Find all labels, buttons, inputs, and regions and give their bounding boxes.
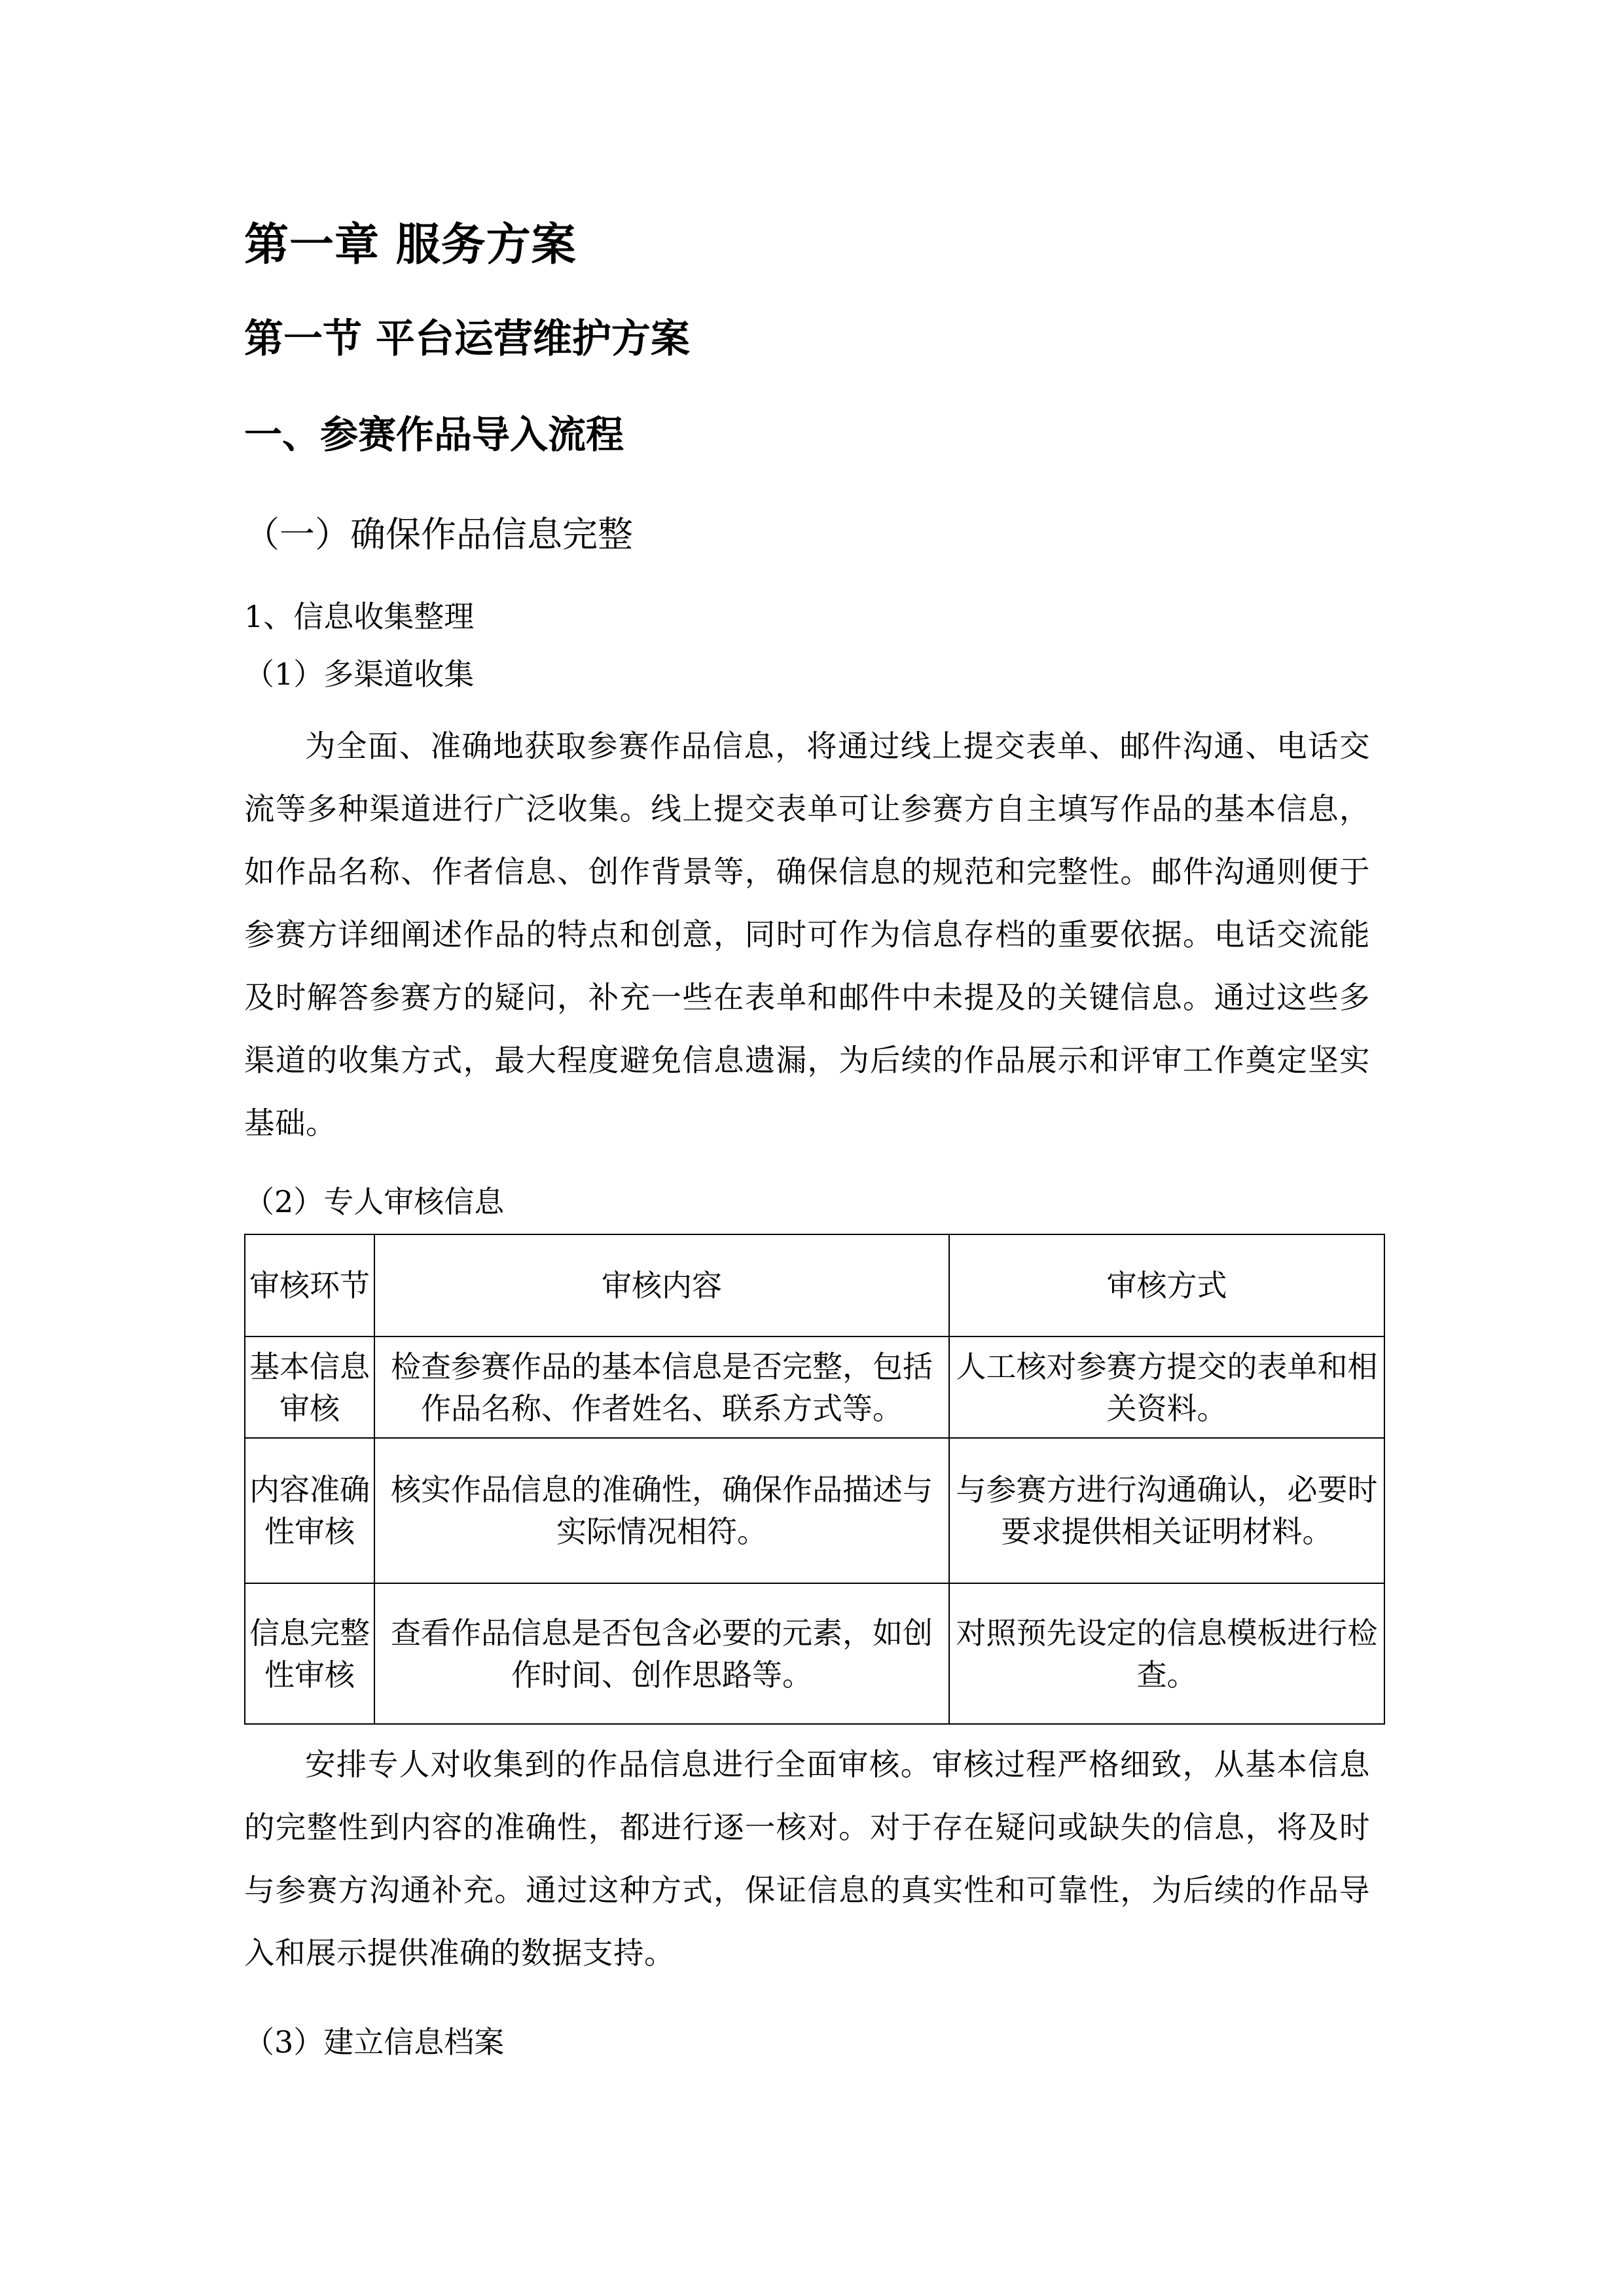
- table-cell-method: 人工核对参赛方提交的表单和相关资料。: [949, 1336, 1384, 1438]
- table-cell-method: 与参赛方进行沟通确认，必要时要求提供相关证明材料。: [949, 1438, 1384, 1583]
- table-cell-stage: 内容准确性审核: [245, 1438, 374, 1583]
- table-header-cell: 审核环节: [245, 1234, 374, 1336]
- table-header-cell: 审核方式: [949, 1234, 1384, 1336]
- item-title: 1、信息收集整理: [244, 599, 475, 634]
- point3-title: （3）建立信息档案: [244, 2024, 505, 2060]
- table-cell-stage: 基本信息审核: [245, 1336, 374, 1438]
- table-cell-content: 查看作品信息是否包含必要的元素，如创作时间、创作思路等。: [374, 1583, 949, 1724]
- table-header-row: [245, 1234, 1384, 1336]
- table-cell-stage: 信息完整性审核: [245, 1583, 374, 1724]
- subsection-title: 一、参赛作品导入流程: [244, 412, 624, 457]
- point1-paragraph: 为全面、准确地获取参赛作品信息，将通过线上提交表单、邮件沟通、电话交流等多种渠道进行广泛收集。线上提交表单可让参赛方自主填写作品的基本信息，如作品名称、作者信息、创作背景等，确保信息的规范和完整性。邮件沟通则便于参赛方详细阐述作品的特点和创意，同时可作为信息存档的重要依据。电话交流能及时解答参赛方的疑问，补充一些在表单和邮件中未提及的关键信息。通过这些多渠道的收集方式，最大程度避免信息遗漏，为后续的作品展示和评审工作奠定坚实基础。: [244, 728, 1370, 1141]
- audit-table: [244, 1234, 1385, 1725]
- chapter-title: 第一章 服务方案: [244, 219, 577, 271]
- table-row: [245, 1583, 1384, 1724]
- table-cell-content: 核实作品信息的准确性，确保作品描述与实际情况相符。: [374, 1438, 949, 1583]
- table-row: [245, 1336, 1384, 1438]
- table-cell-method: 对照预先设定的信息模板进行检查。: [949, 1583, 1384, 1724]
- table-cell-content: 检查参赛作品的基本信息是否完整，包括作品名称、作者姓名、联系方式等。: [374, 1336, 949, 1438]
- point2-title: （2）专人审核信息: [244, 1184, 505, 1219]
- subsubsection-title: （一）确保作品信息完整: [244, 514, 633, 555]
- table-row: [245, 1438, 1384, 1583]
- point2-paragraph: 安排专人对收集到的作品信息进行全面审核。审核过程严格细致，从基本信息的完整性到内容的准确性，都进行逐一核对。对于存在疑问或缺失的信息，将及时与参赛方沟通补充。通过这种方式，保证信息的真实性和可靠性，为后续的作品导入和展示提供准确的数据支持。: [244, 1747, 1370, 1971]
- section-title: 第一节 平台运营维护方案: [244, 316, 690, 362]
- point1-title: （1）多渠道收集: [244, 656, 475, 692]
- table-header-cell: 审核内容: [374, 1234, 949, 1336]
